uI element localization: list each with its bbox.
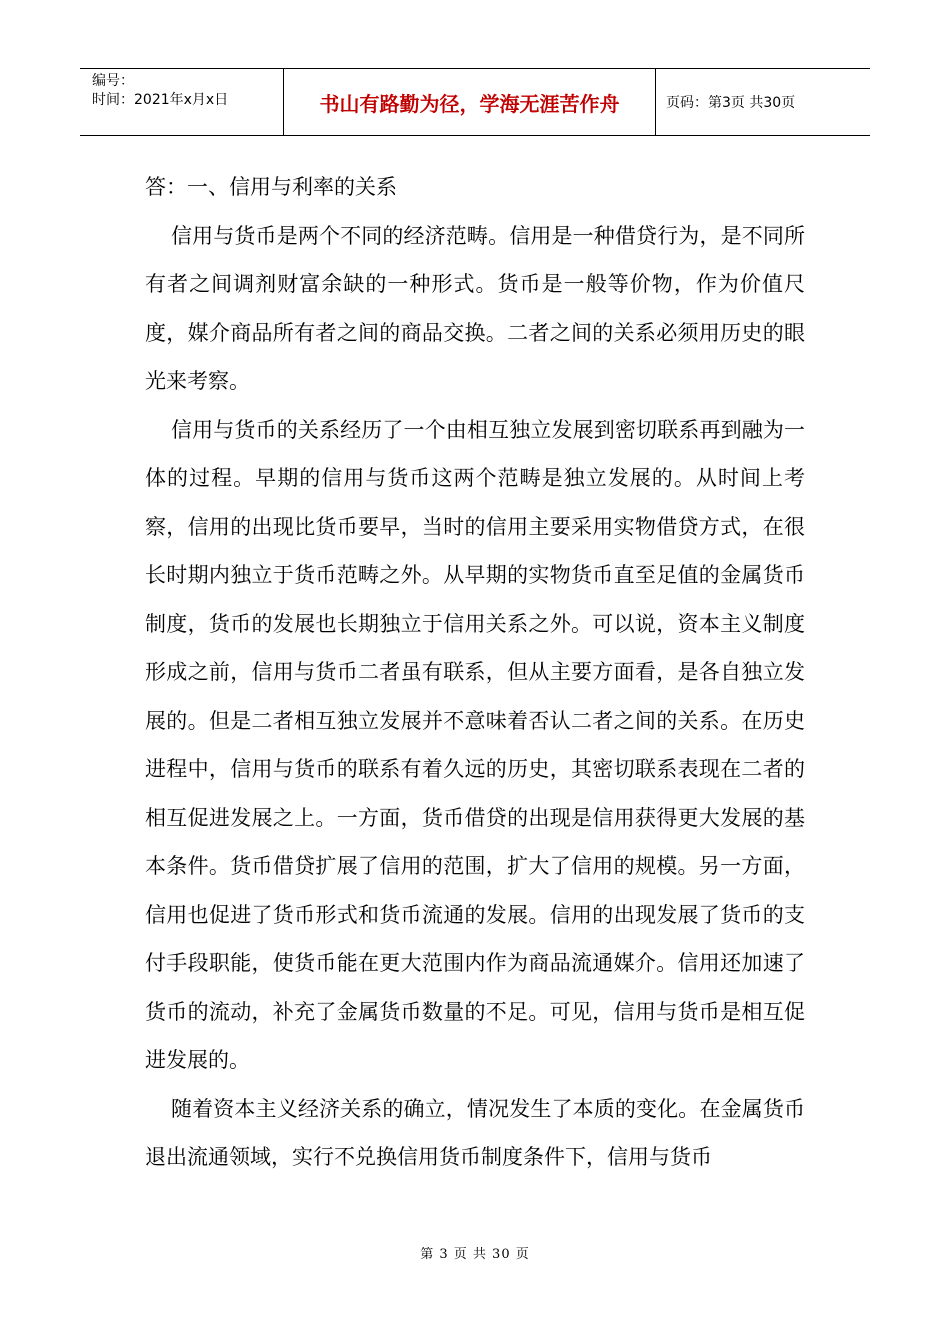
body-paragraph-1: 信用与货币是两个不同的经济范畴。信用是一种借贷行为，是不同所有者之间调剂财富余缺的一种形式。货币是一般等价物，作为价值尺度，媒介商品所有者之间的商品交换。二者之间的关系必须用历史的眼光来考察。 [145, 223, 805, 393]
page-footer: 第 3 页 共 30 页 [420, 1247, 530, 1262]
header-page-info: 页码：第3页 共30页 [666, 95, 796, 111]
body-paragraph-3: 随着资本主义经济关系的确立，情况发生了本质的变化。在金属货币退出流通领域，实行不兑换信用货币制度条件下，信用与货币 [145, 1096, 805, 1169]
document-header [80, 68, 870, 136]
document-body [145, 163, 805, 1182]
header-page-cell [656, 69, 870, 135]
header-motto: 书山有路勤为径，学海无涯苦作舟 [319, 92, 620, 116]
body-paragraph-2: 信用与货币的关系经历了一个由相互独立发展到密切联系再到融为一体的过程。早期的信用与货币这两个范畴是独立发展的。从时间上考察，信用的出现比货币要早，当时的信用主要采用实物借贷方式，在很长时期内独立于货币范畴之外。从早期的实物货币直至足值的金属货币制度，货币的发展也长期独立于信用关系之外。可以说，资本主义制度形成之前，信用与货币二者虽有联系，但从主要方面看，是各自独立发展的。但是二者相互独立发展并不意味着否认二者之间的关系。在历史进程中，信用与货币的联系有着久远的历史，其密切联系表现在二者的相互促进发展之上。一方面，货币借贷的出现是信用获得更大发展的基本条件。货币借贷扩展了信用的范围，扩大了信用的规模。另一方面，信用也促进了货币形式和货币流通的发展。信用的出现发展了货币的支付手段职能，使货币能在更大范围内作为商品流通媒介。信用还加速了货币的流动，补充了金属货币数量的不足。可见，信用与货币是相互促进发展的。 [145, 417, 805, 1072]
document-date-label: 时间：2021年x月x日 [92, 92, 229, 108]
header-meta-cell [80, 69, 283, 135]
document-number-label: 编号： [92, 73, 134, 89]
answer-heading: 答：一、信用与利率的关系 [145, 175, 397, 199]
header-motto-cell [283, 69, 656, 135]
